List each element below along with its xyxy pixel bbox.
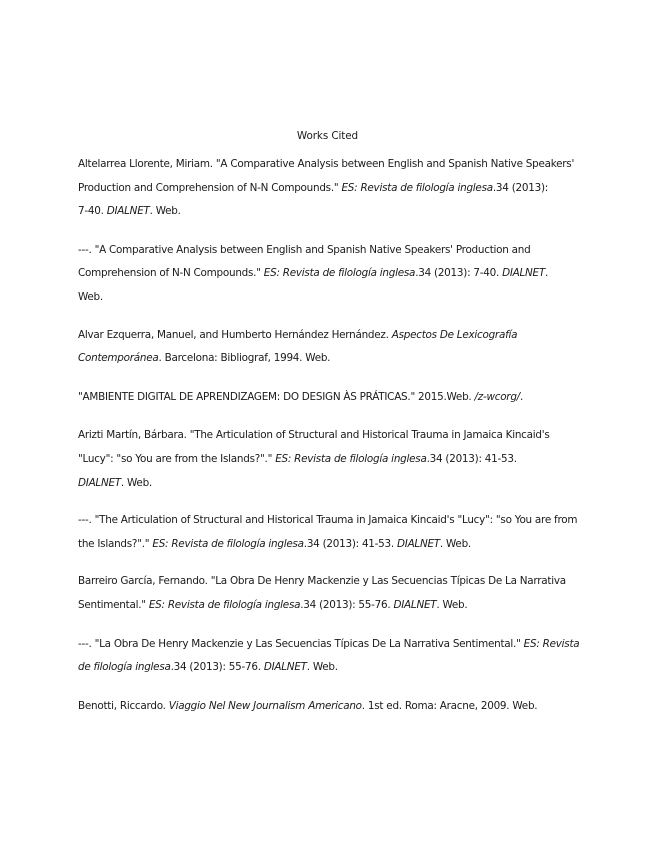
citation-text-segment: "AMBIENTE DIGITAL DE APRENDIZAGEM: DO DESIGN ÀS PRÁTICAS." 2015.Web. — [78, 390, 475, 403]
citation-line — [78, 472, 580, 496]
citation-text-segment: Arizti Martín, Bárbara. "The Articulation of Structural and Historical Trauma in Jamaica Kincaid's — [78, 429, 550, 442]
citation-text-segment: . 1st ed. Roma: Aracne, 2009. Web. — [361, 699, 538, 712]
citation-line — [78, 695, 580, 719]
citation-italic-segment: DIALNET — [263, 661, 307, 674]
citation-entry — [78, 153, 580, 224]
citation-italic-segment: DIALNET — [78, 476, 121, 489]
works-cited-list — [78, 153, 580, 718]
citation-line — [78, 509, 580, 533]
citation-line — [78, 633, 580, 657]
citation-entry — [78, 424, 580, 495]
citation-line — [78, 239, 580, 263]
citation-line — [78, 177, 580, 201]
citation-text-segment: ---. "A Comparative Analysis between English and Spanish Native Speakers' Production and — [78, 243, 531, 256]
citation-text-segment: the Islands?"." — [78, 537, 153, 550]
citation-italic-segment: DIALNET — [397, 537, 440, 550]
citation-italic-segment: ES: Revista de filología inglesa — [263, 267, 416, 280]
citation-line — [78, 656, 580, 680]
citation-italic-segment: de filología inglesa — [78, 661, 171, 674]
citation-text-segment: .34 (2013): 55-76. — [170, 661, 264, 674]
citation-text-segment: Benotti, Riccardo. — [78, 699, 169, 712]
citation-text-segment: . Web. — [436, 598, 468, 611]
citation-italic-segment: ES: Revista de filología inglesa — [148, 598, 301, 611]
page-title: Works Cited — [296, 130, 359, 142]
citation-text-segment: Comprehension of N-N Compounds." — [78, 267, 264, 280]
citation-text-segment: .34 (2013): 7-40. — [415, 267, 503, 280]
citation-italic-segment: Contemporánea — [78, 352, 159, 365]
citation-text-segment: .34 (2013): 55-76. — [300, 598, 394, 611]
citation-text-segment: "Lucy": "so You are from the Islands?"." — [78, 452, 276, 465]
citation-line — [78, 347, 580, 371]
citation-italic-segment: ES: Revista de filología inglesa — [152, 537, 304, 550]
citation-text-segment: . Web. — [439, 537, 471, 550]
citation-text-segment: ---. "La Obra De Henry Mackenzie y Las Secuencias Típicas De La Narrativa Sentimental." — [78, 637, 524, 650]
citation-text-segment: . Web. — [120, 476, 152, 489]
citation-text-segment: . Web. — [306, 661, 338, 674]
citation-text-segment: Barreiro García, Fernando. "La Obra De Henry Mackenzie y Las Secuencias Típicas De La Narrativa — [78, 575, 566, 588]
citation-line — [78, 594, 580, 618]
citation-entry — [78, 570, 580, 617]
citation-italic-segment: /z-wcorg/ — [474, 390, 520, 403]
citation-italic-segment: ES: Revista — [523, 637, 580, 650]
citation-text-segment: . — [544, 267, 549, 280]
citation-text-segment: Alvar Ezquerra, Manuel, and Humberto Hernández Hernández. — [78, 328, 392, 341]
citation-italic-segment: ES: Revista de filología inglesa — [275, 452, 427, 465]
citation-text-segment: Altelarrea Llorente, Miriam. "A Comparative Analysis between English and Spanish Native Speakers' — [78, 158, 575, 170]
citation-line — [78, 570, 580, 594]
citation-entry — [78, 509, 580, 556]
citation-italic-segment: Viaggio Nel New Journalism Americano — [168, 699, 362, 712]
citation-line — [78, 386, 580, 410]
citation-italic-segment: Aspectos De Lexicografía — [391, 328, 518, 341]
citation-text-segment: ---. "The Articulation of Structural and Historical Trauma in Jamaica Kincaid's "Lucy": "so You are from — [78, 514, 578, 527]
citation-text-segment: . Web. — [149, 205, 181, 218]
citation-entry — [78, 695, 580, 719]
citation-text-segment: . Barcelona: Bibliograf, 1994. Web. — [158, 352, 331, 365]
citation-line — [78, 424, 580, 448]
citation-line — [78, 200, 580, 224]
citation-italic-segment: ES: Revista de filología inglesa — [341, 181, 493, 194]
citation-text-segment: .34 (2013): — [492, 181, 549, 194]
citation-line — [78, 448, 580, 472]
citation-entry — [78, 239, 580, 310]
citation-italic-segment: DIALNET — [502, 267, 545, 280]
citation-entry — [78, 633, 580, 680]
citation-line — [78, 153, 580, 177]
citation-line — [78, 286, 580, 310]
citation-text-segment: Sentimental." — [78, 598, 149, 611]
citation-line — [78, 324, 580, 348]
citation-entry — [78, 324, 580, 371]
citation-text-segment: .34 (2013): 41-53. — [303, 537, 397, 550]
citation-text-segment: Web. — [78, 290, 103, 303]
citation-line — [78, 262, 580, 286]
citation-italic-segment: DIALNET — [106, 205, 150, 218]
citation-text-segment: 7-40. — [78, 205, 107, 218]
citation-text-segment: Production and Comprehension of N-N Compounds." — [78, 181, 342, 194]
citation-line — [78, 533, 580, 557]
citation-italic-segment: DIALNET — [393, 598, 437, 611]
citation-entry — [78, 386, 580, 410]
citation-text-segment: .34 (2013): 41-53. — [426, 452, 517, 465]
citation-text-segment: . — [519, 390, 523, 403]
